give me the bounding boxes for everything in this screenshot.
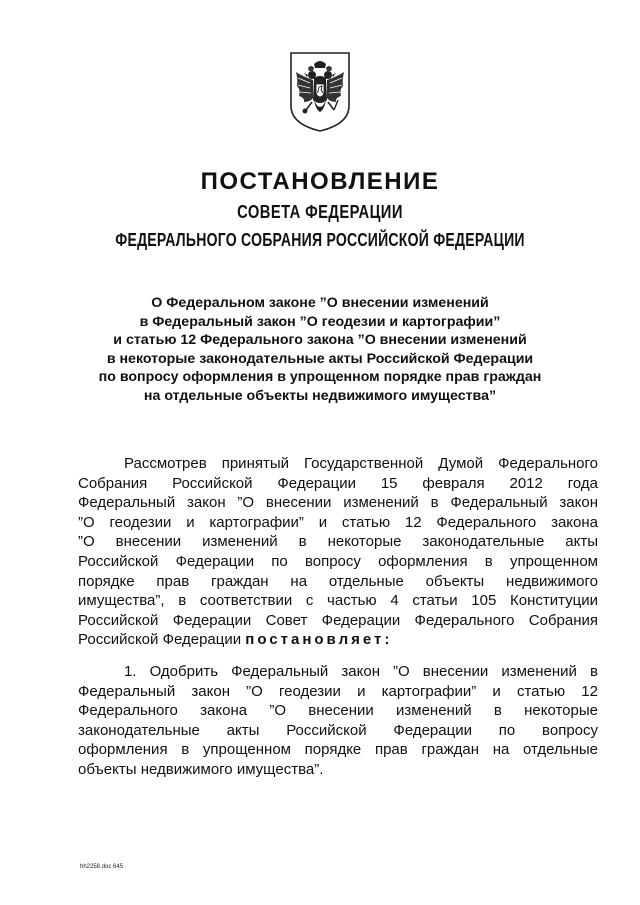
paragraph-line: Российской Федерации по вопросу оформления в упрощенном <box>78 552 598 570</box>
paragraph-line: Федеральный закон ”О внесении изменений в Федеральный закон <box>78 494 598 512</box>
paragraph-line: Рассмотрев принятый Государственной Думой Федерального <box>124 455 598 472</box>
paragraph-line: Собрания Российской Федерации 15 февраля 2012 года <box>78 474 598 492</box>
subject-line: на отдельные объекты недвижимого имущества” <box>143 387 497 404</box>
paragraph-line: ”О внесении изменений в некоторые законодательные акты <box>78 533 598 551</box>
resolves-keyword: постановляет: <box>245 631 393 649</box>
paragraph-line: имущества”, в соответствии с частью 4 статьи 105 Конституции <box>78 592 598 610</box>
preamble-paragraph <box>78 454 598 650</box>
subject-line: О Федеральном законе ”О внесении изменений <box>151 295 489 311</box>
subject-line: и статью 12 Федерального закона ”О внесении изменений <box>113 332 527 349</box>
paragraph-line: объекты недвижимого имущества”. <box>78 760 324 778</box>
paragraph-line-text: Российской Федерации <box>78 631 246 649</box>
paragraph-line: Российской Федерации Совет Федерации Федерального Собрания <box>78 611 598 629</box>
subject-line: в Федеральный закон ”О геодезии и картографии” <box>139 313 501 330</box>
russian-coat-of-arms-icon <box>288 50 352 134</box>
paragraph-line: оформления в упрощенном порядке прав граждан на отдельные <box>78 741 598 759</box>
paragraph-line: Федеральный закон ”О геодезии и картографии” и статью 12 <box>78 682 598 700</box>
subject-line: по вопросу оформления в упрощенном порядке прав граждан <box>98 369 542 386</box>
paragraph-line: 1. Одобрить Федеральный закон ”О внесении изменений в <box>124 663 598 680</box>
resolution-item-1 <box>78 662 598 780</box>
document-code: hh2258.doc 645 <box>80 864 124 870</box>
paragraph-line <box>78 630 598 650</box>
subject-line: в некоторые законодательные акты Российской Федерации <box>106 350 534 367</box>
issuing-body: СОВЕТА ФЕДЕРАЦИИ <box>237 202 403 222</box>
issuing-body-parent: ФЕДЕРАЛЬНОГО СОБРАНИЯ РОССИЙСКОЙ ФЕДЕРАЦИИ <box>115 230 525 250</box>
paragraph-line: Федерального закона ”О внесении изменений в некоторые <box>78 702 598 720</box>
document-title: ПОСТАНОВЛЕНИЕ <box>200 168 440 195</box>
paragraph-line: законодательные акты Российской Федерации по вопросу <box>78 721 598 739</box>
paragraph-line: порядке прав граждан на отдельные объекты недвижимого <box>78 572 598 590</box>
document-subject <box>80 294 560 406</box>
paragraph-line: ”О геодезии и картографии” и статью 12 Федерального закона <box>78 513 598 531</box>
